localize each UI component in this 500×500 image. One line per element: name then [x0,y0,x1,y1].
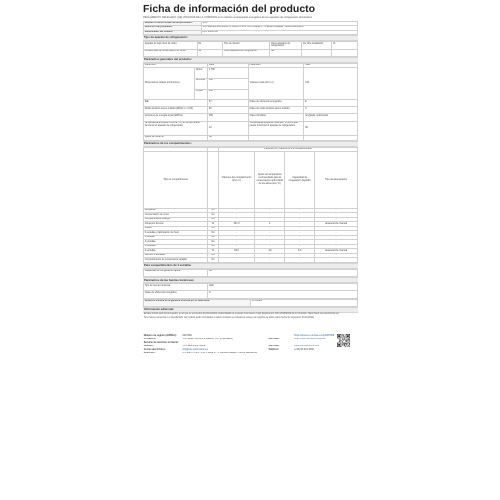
compartment-cell: 231,0 [218,222,254,227]
four-star-table [143,269,358,277]
compartment-cell: - [315,258,358,263]
compartment-cell: - [315,226,358,231]
compartment-cell: - [255,213,285,218]
compartment-cell: - [285,213,315,218]
compartment-cell: No [208,258,219,263]
compartment-cell: - [315,208,358,213]
compartment-cell: - [285,244,315,249]
compartment-cell: - [285,258,315,263]
compartment-cell: No [208,240,219,245]
compartment-cell: -18 [255,249,285,254]
compartment-cell: - [218,244,254,249]
compartment-type: Despensa [144,208,208,213]
appliance-row: Armario para la conservación de vinos: No Otros aparatos de refrigeración: No [144,49,358,56]
supplier-table [143,21,358,36]
compartment-type: Sección 2 estrellas [144,253,208,258]
compartment-cell: - [255,240,285,245]
eprel-link[interactable]: https://eprel.ec.europa.eu/qr/2097399 [294,334,335,337]
dimension-row: Fondo 630 [144,89,358,100]
compartment-cell: 83,0 [218,249,254,254]
service-name-value: VOX Electronic Iberia [182,344,206,348]
supplier-address-value: VOX Electronics Ibérica, C/ Pedro i Pons, 9-11, Planta 5ª, 5ª Edificio Atalaya - 08034 Barcelona [201,26,357,31]
light-type-value: LED [208,284,358,291]
compartment-cell: - [218,217,254,222]
supplier-label: Proveedor: [143,337,157,341]
compartment-cell: - [285,217,315,222]
email-link[interactable]: info@vox-electronics.es [182,348,208,351]
warranty-value: 36 meses [251,299,358,306]
compartment-type: Compartimento de temperatura variable [144,258,208,263]
compartment-cell: - [255,253,285,258]
model-label: Identificador del modelo: [144,30,202,35]
rapid-freeze-value: No [208,270,358,277]
compartment-cell: - [255,226,285,231]
eprel-label: Número de registro (EPREL): [143,334,177,337]
compartment-cell: - [255,244,285,249]
compartment-cell: - [218,258,254,263]
compartment-cell: - [255,217,285,222]
compartment-type: 3 estrellas [144,244,208,249]
phone-value: (+34) 93 224 4090 [294,348,314,351]
address-label: Dirección: [143,351,156,355]
compartment-cell: - [285,240,315,245]
general-row: Temperatura ambiente mínima (°C) en la que puede funcionar el aparato de refrigeración 10 Temperatura ambiente máxima (°C) en la que puede funcionar el aparato de refrigeración 38 [144,121,358,136]
web2-link[interactable]: www.vox-electronics.es [294,344,320,348]
general-params-table [143,63,358,141]
compartment-type: 0 estrellas o fabricación de hielo [144,231,208,236]
compartment-cell: - [218,213,254,218]
service-label: Servicio de atención al cliente: [143,341,179,344]
appliance-type-table [143,41,358,57]
additional-info-section: Información adicional: [143,307,358,313]
dimension-row: Dimensiones totales (milímetros) Altura 1.790 Volumen total (dm³ o l) 314 [144,68,358,79]
appliance-type-section: Tipo de aparato de refrigeración: [143,35,358,41]
compartment-cell: - [315,231,358,236]
web-link[interactable]: https://web.vox-electronics.eu [294,337,326,341]
compartment-cell: - [285,231,315,236]
compartment-cell: - [255,231,285,236]
compartment-cell: - [285,208,315,213]
compartment-cell: - [285,253,315,258]
eprel-value: 2097399 [182,334,192,337]
compartments-group-header: Parámetros y valores de los compartimentos [218,147,357,152]
compartment-type: Conservación de vinos [144,213,208,218]
light-table [143,283,358,298]
four-star-section: Para compartimentos de 4 estrellas [143,263,358,269]
compartment-cell: No [208,226,219,231]
light-class-label: Clase de eficiencia energética [144,291,208,298]
compartment-cell: - [218,240,254,245]
phone-label: Teléfono: [268,348,279,351]
compartment-type: Alimentos frescos [144,222,208,227]
compartments-table [143,147,358,263]
light-section: Parámetros de las fuentes luminosas: [143,277,358,283]
compartment-cell: - [315,217,358,222]
compartment-cell: - [315,253,358,258]
compartment-cell: No [208,213,219,218]
compartment-cell: - [315,235,358,240]
general-params-section: Parámetros generales del producto: [143,57,358,63]
light-class-value: G [208,291,358,298]
web-label: Sitio web: [268,337,280,341]
general-row: Ajuste de invierno No [144,136,358,141]
compartment-cell: - [255,235,285,240]
compartment-cell: desescarche manual [315,222,358,227]
compartment-type: 2 estrellas [144,240,208,245]
compartment-cell: - [315,213,358,218]
general-row: Ruido acústico aéreo emitido [dB(A) re 1 pW] 38 Clase de ruido acústico aéreo emitido C [144,107,358,114]
page-title: Ficha de información del producto [143,3,316,15]
compartment-cell: No [208,235,219,240]
supplier-value: VOX ELECTRONICS IBERIA, S.L. (Importador) [182,337,233,341]
dimension-row: Anchura 595 [144,79,358,90]
registry-table [143,334,358,355]
compartment-cell: - [285,235,315,240]
compartment-cell: - [285,222,315,227]
compartment-cell: - [218,231,254,236]
address-value: C/ Pedro i Pons, 9-11, Planta 5ª, 5ª Edificio Atalaya - 08034 Barcelona [182,351,257,355]
qr-code-icon[interactable] [337,334,350,352]
rapid-freeze-label: Capacidad de congelación rápida [144,270,208,277]
compartments-section: Parámetros de los compartimentos: [143,141,358,147]
registry-block [143,334,358,355]
service-name-label: Nombre: [143,344,154,348]
compartments-body [144,208,358,262]
compartment-row [144,258,358,263]
compartment-cell: - [315,244,358,249]
compartment-cell: Sí [208,222,219,227]
light-type-label: Tipo de fuente luminosa [144,284,208,291]
compartment-cell: - [285,226,315,231]
general-head-row: Parámetro Valor Parámetro Valor [144,63,358,68]
compartment-cell: - [315,240,358,245]
general-row: IEE 97 Clase de eficiencia energética E [144,100,358,107]
footnote: Si la marca comercial o el identificador del modelo están vinculados a varios modelos se indicará el número de registro de todos ellos (fecha de impresión: 01/11/2024) [144,317,315,320]
compartment-cell: - [218,235,254,240]
warranty-label: Duración mínima de la garantía ofrecida por el fabricante: [144,299,251,306]
compartment-type: Compartimento bodega [144,217,208,222]
compartments-head-row: Tipo de compartimento Volumen del compartimento (dm³ o l) Ajuste de temperatura recomendado para la conservación optimizada de los alimentos (°C) Capacidad de congelación (kg/24h) Tipo de desescarche [144,152,358,209]
compartment-cell: No [208,253,219,258]
compartment-cell: - [255,208,285,213]
compartment-type: 4 estrellas [144,249,208,254]
compartment-cell: desescarche manual [315,249,358,254]
compartment-cell: No [208,231,219,236]
compartment-type: Fresco [144,226,208,231]
model-value: KVK 3260XIW [201,30,357,35]
compartment-cell: 4 [255,222,285,227]
compartment-cell: - [218,253,254,258]
compartment-cell: 5,0 [285,249,315,254]
compartment-cell: No [208,208,219,213]
general-row: Consumo de energía anual (kWh/a) 250 Clase climática: templada, subtropical [144,114,358,121]
additional-info-text: Enlace al sitio web del proveedor, en el que se encuentra la información contemplada en el punto 4 del anexo II del Reglamento (UE) 2019/2019 de la Comisión: https://web.vox-electronics.eu/ [144,313,339,316]
regulation-intro: REGLAMENTO DELEGADO (UE) 2019/2016 DE LA COMISIÓN en lo relativo al etiquetado energético de los aparatos de refrigeración domésticos [143,16,313,19]
compartment-cell: No [208,217,219,222]
web2-label: Sitio web: [268,344,280,348]
compartment-cell: Sí [208,249,219,254]
warranty-table [143,299,358,307]
compartment-cell: - [218,208,254,213]
email-label: Correo electrónico: [143,348,166,351]
compartment-cell: No [208,244,219,249]
supplier-name-label: Nombre o marca comercial del proveedor: [144,21,202,26]
compartment-type: 1 estrella [144,235,208,240]
supplier-address-label: Dirección del proveedor: [144,26,202,31]
compartment-cell: - [218,226,254,231]
supplier-name-value: VOX [201,21,357,26]
appliance-row: Aparato de bajo nivel de ruido: No Tipo de diseño: Otros aparatos de refrigeración De libre instalación Sí [144,42,358,49]
compartment-cell: - [255,258,285,263]
